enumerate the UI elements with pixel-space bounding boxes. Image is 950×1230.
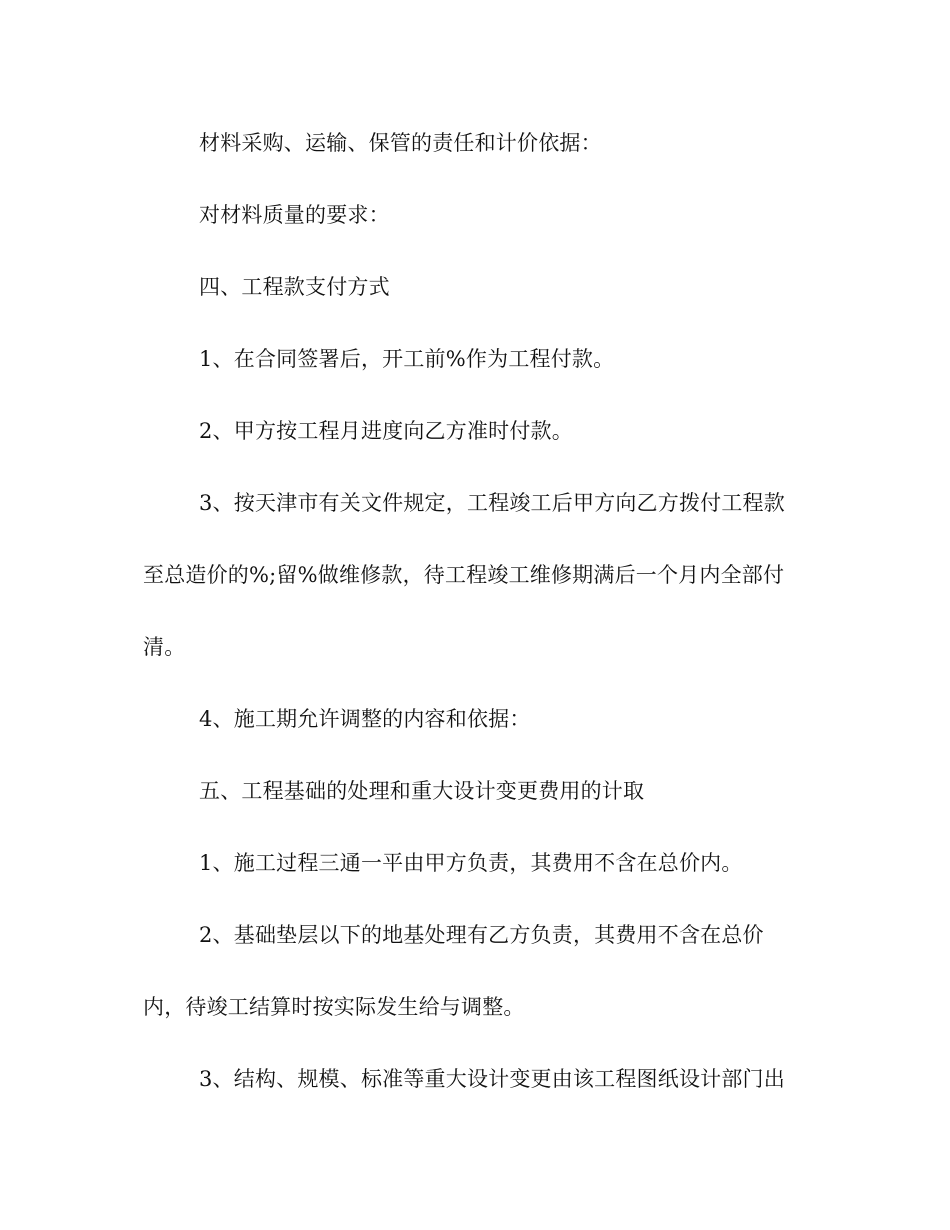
paragraph-payment-item-4: 4、施工期允许调整的内容和依据： <box>199 707 531 731</box>
paragraph-payment-item-2: 2、甲方按工程月进度向乙方准时付款。 <box>199 419 573 443</box>
paragraph-foundation-item-3: 3、结构、规模、标准等重大设计变更由该工程图纸设计部门出 <box>199 1067 785 1091</box>
paragraph-payment-item-1: 1、在合同签署后，开工前%作为工程付款。 <box>199 347 615 371</box>
paragraph-foundation-item-1: 1、施工过程三通一平由甲方负责，其费用不含在总价内。 <box>199 851 743 875</box>
section-heading-foundation-design-change: 五、工程基础的处理和重大设计变更费用的计取 <box>199 779 645 803</box>
document-body <box>143 125 803 1133</box>
paragraph-payment-item-3: 3、按天津市有关文件规定，工程竣工后甲方向乙方拨付工程款至总造价的%;留%做维修款，待工程竣工维修期满后一个月内全部付清。 <box>143 491 785 659</box>
paragraph-foundation-item-2: 2、基础垫层以下的地基处理有乙方负责，其费用不含在总价内，待竣工结算时按实际发生给与调整。 <box>143 923 764 1019</box>
paragraph-material-procurement: 材料采购、运输、保管的责任和计价依据： <box>199 131 602 155</box>
section-heading-payment-method: 四、工程款支付方式 <box>199 275 390 299</box>
paragraph-material-quality: 对材料质量的要求： <box>199 203 390 227</box>
